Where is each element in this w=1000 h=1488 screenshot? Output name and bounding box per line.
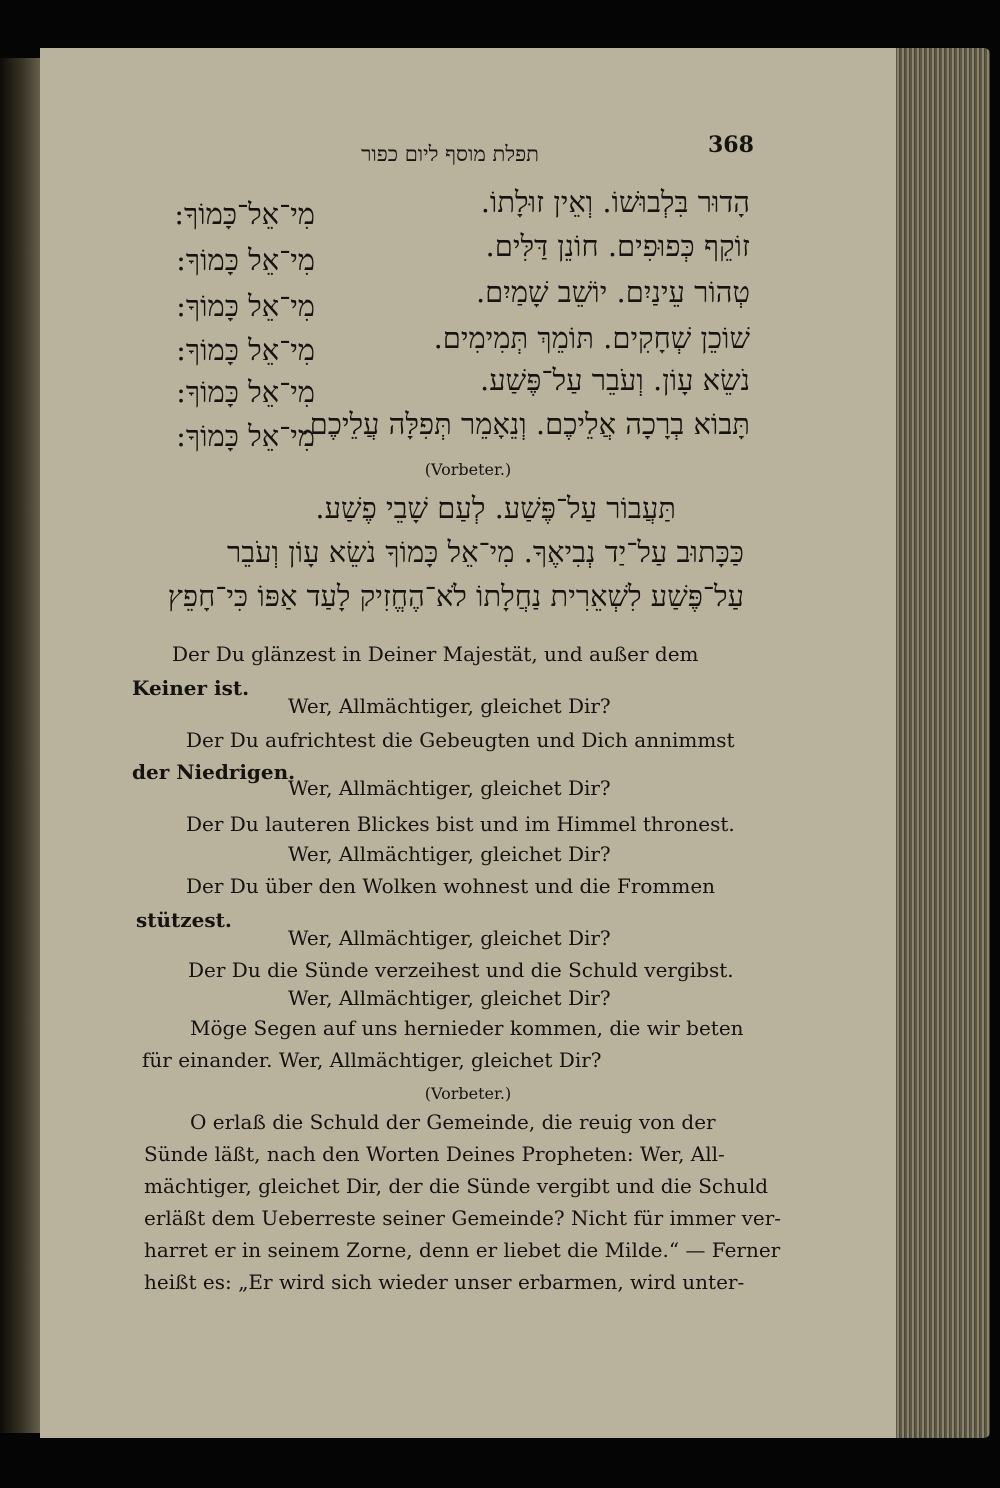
- hebrew-refrain: מִי־אֵל כָּמוֹךָ:: [176, 243, 315, 277]
- prose-line: mächtiger, gleichet Dir, der die Sünde vergibt und die Schuld: [144, 1174, 769, 1198]
- translation-line: der Niedrigen.: [132, 760, 296, 784]
- running-head: תפלת מוסף ליום כפור: [361, 142, 539, 166]
- hebrew-closing-line: כַּכָּתוּב עַל־יַד נְבִיאֶךָ. מִי־אֵל כָּמוֹךָ נֹשֵׂא עָוֹן וְעֹבֵר: [226, 535, 744, 569]
- translation-line: Der Du über den Wolken wohnest und die Frommen: [186, 874, 716, 898]
- hebrew-line: נֹשֵׂא עָוֹן. וְעֹבֵר עַל־פֶּשַׁע.: [480, 363, 750, 397]
- translation-line: Der Du die Sünde verzeihest und die Schuld vergibst.: [188, 958, 734, 982]
- prose-line: O erlaß die Schuld der Gemeinde, die reuig von der: [190, 1110, 716, 1134]
- translation-line: Der Du aufrichtest die Gebeugten und Dich annimmst: [186, 728, 735, 752]
- translation-line: Möge Segen auf uns hernieder kommen, die wir beten: [190, 1016, 744, 1040]
- hebrew-line: טְהוֹר עֵינַיִם. יוֹשֵׁב שָׁמַיִם.: [475, 275, 750, 309]
- translation-line: Der Du glänzest in Deiner Majestät, und außer dem: [172, 642, 699, 666]
- hebrew-closing-line: תַּעֲבוֹר עַל־פֶּשַׁע. לְעַם שָׁבֵי פֶשַׁע.: [315, 491, 676, 525]
- hebrew-line: תָּבוֹא בְרָכָה אֲלֵיכֶם. וְנֵאָמֵר תְּפִלָּה עֲלֵיכֶם.: [300, 407, 750, 441]
- prose-line: heißt es: „Er wird sich wieder unser erbarmen, wird unter-: [144, 1270, 745, 1294]
- translation-refrain: Wer, Allmächtiger, gleichet Dir?: [288, 926, 611, 950]
- book-page: [40, 48, 896, 1438]
- translation-line: stützest.: [136, 908, 232, 932]
- translation-refrain: Wer, Allmächtiger, gleichet Dir?: [288, 694, 611, 718]
- translation-refrain: Wer, Allmächtiger, gleichet Dir?: [288, 986, 611, 1010]
- translation-refrain: Wer, Allmächtiger, gleichet Dir?: [288, 776, 611, 800]
- vorbeter-label: (Vorbeter.): [424, 460, 512, 479]
- translation-line: Keiner ist.: [132, 676, 250, 700]
- hebrew-refrain: מִי־אֵל כָּמוֹךָ:: [176, 419, 315, 453]
- prose-line: erläßt dem Ueberreste seiner Gemeinde? Nicht für immer ver-: [144, 1206, 782, 1230]
- hebrew-refrain: מִי־אֵל־כָּמוֹךָ:: [174, 197, 315, 231]
- page-edges: [890, 48, 990, 1438]
- translation-line: Der Du lauteren Blickes bist und im Himmel thronest.: [186, 812, 735, 836]
- hebrew-refrain: מִי־אֵל כָּמוֹךָ:: [176, 289, 315, 323]
- translation-line: für einander. Wer, Allmächtiger, gleichet Dir?: [142, 1048, 602, 1072]
- page-number: 368: [708, 132, 754, 158]
- translation-refrain: Wer, Allmächtiger, gleichet Dir?: [288, 842, 611, 866]
- prose-line: Sünde läßt, nach den Worten Deines Propheten: Wer, All-: [144, 1142, 725, 1166]
- hebrew-refrain: מִי־אֵל כָּמוֹךָ:: [176, 333, 315, 367]
- hebrew-line: הָדוּר בִּלְבוּשׁוֹ. וְאֵין זוּלָתוֹ.: [480, 185, 750, 219]
- hebrew-line: זוֹקֵף כְּפוּפִים. חוֹנֵן דַּלִּים.: [485, 229, 750, 263]
- book-gutter: [0, 58, 42, 1433]
- hebrew-refrain: מִי־אֵל כָּמוֹךָ:: [176, 375, 315, 409]
- vorbeter-label: (Vorbeter.): [424, 1084, 512, 1103]
- hebrew-line: שׁוֹכֵן שְׁחָקִים. תּוֹמֵךְ תְּמִימִים.: [433, 321, 750, 355]
- hebrew-closing-line: עַל־פֶּשַׁע לִשְׁאֵרִית נַחֲלָתוֹ לֹא־הֶחֱזִיק לָעַד אַפּוֹ כִּי־חָפֵץ: [167, 579, 744, 613]
- prose-line: harret er in seinem Zorne, denn er liebet die Milde.“ — Ferner: [144, 1238, 781, 1262]
